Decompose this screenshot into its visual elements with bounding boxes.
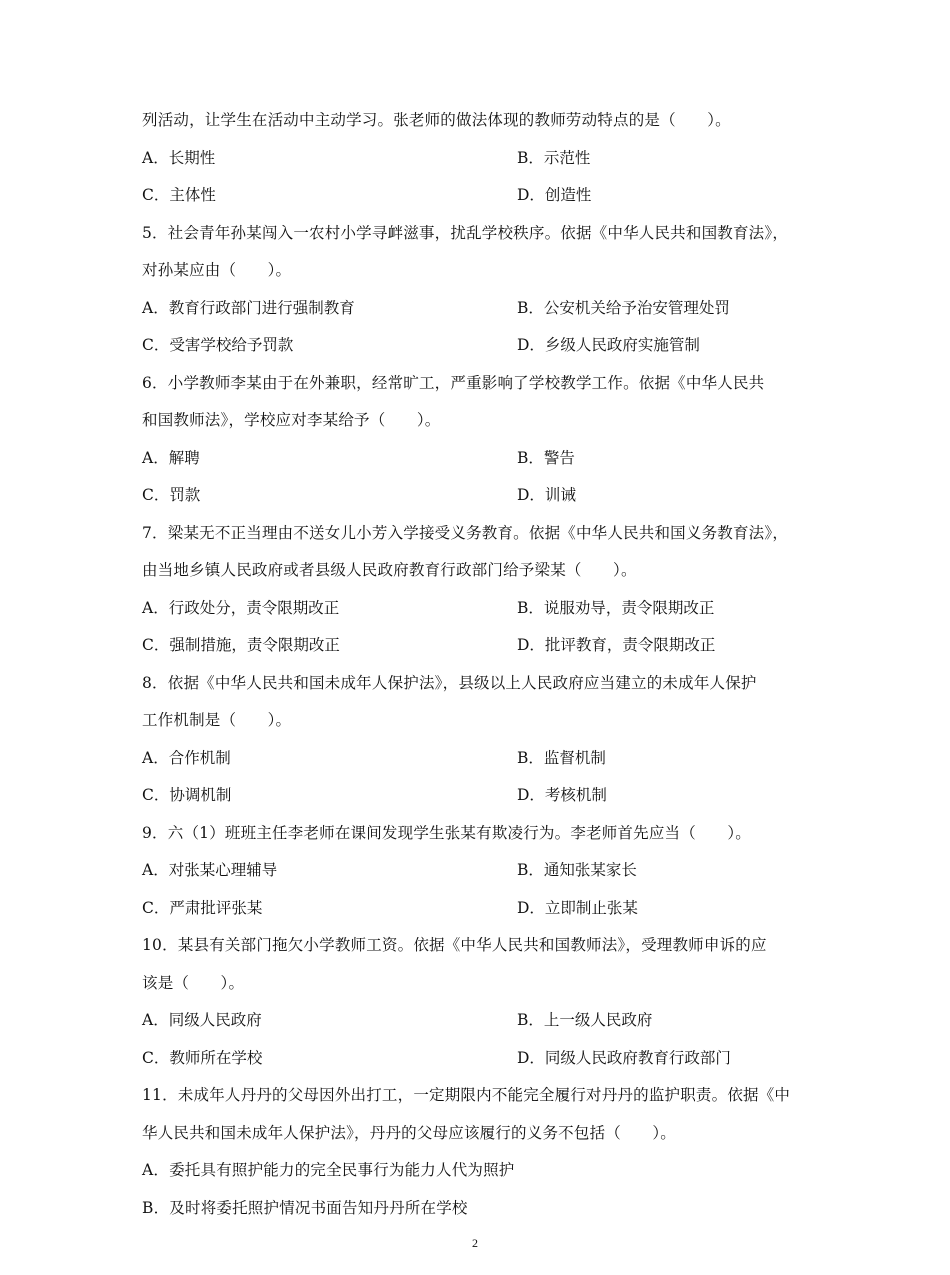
option-b: B．上一级人民政府 (517, 1011, 653, 1029)
question-7-stem: 由当地乡镇人民政府或者县级人民政府教育行政部门给予梁某（ ）。 (142, 561, 637, 579)
option-a: A．长期性 (142, 148, 216, 167)
option-b: B．警告 (517, 448, 575, 467)
question-5-options-row-1 (142, 290, 810, 328)
question-11-stem: 11．未成年人丹丹的父母因外出打工，一定期限内不能完全履行对丹丹的监护职责。依据《中 (142, 1086, 791, 1104)
option-a: A．对张某心理辅导 (142, 861, 278, 879)
question-6-options-row-2 (142, 477, 810, 515)
option-b: B．说服劝导，责令限期改正 (517, 598, 715, 617)
question-8-stem: 8．依据《中华人民共和国未成年人保护法》，县级以上人民政府应当建立的未成年人保护 (142, 673, 757, 692)
option-d: D．批评教育，责令限期改正 (517, 636, 716, 654)
option-a: A．教育行政部门进行强制教育 (142, 298, 355, 317)
question-5-stem: 对孙某应由（ ）。 (142, 261, 292, 279)
option-d: D．同级人民政府教育行政部门 (517, 1048, 731, 1067)
option-d: D．创造性 (517, 186, 592, 204)
question-9-options-row-1 (142, 852, 810, 890)
question-7-options-row-1 (142, 590, 810, 628)
page-number: 2 (472, 1236, 478, 1250)
question-4-options-row-1 (142, 140, 810, 178)
question-8-options-row-2 (142, 777, 810, 815)
option-d: D．立即制止张某 (517, 898, 638, 917)
option-c: C．教师所在学校 (142, 1048, 263, 1067)
option-a: A．同级人民政府 (142, 1011, 262, 1029)
option-d: D．乡级人民政府实施管制 (517, 336, 700, 354)
question-9-stem: 9．六（1）班班主任李老师在课间发现学生张某有欺凌行为。李老师首先应当（ ）。 (142, 823, 751, 842)
option-b: B．及时将委托照护情况书面告知丹丹所在学校 (142, 1198, 468, 1217)
question-5-options-row-2 (142, 327, 810, 365)
question-10-options-row-2 (142, 1040, 810, 1078)
question-9-options-row-2 (142, 890, 810, 928)
option-a: A．合作机制 (142, 748, 231, 767)
question-11-stem: 华人民共和国未成年人保护法》，丹丹的父母应该履行的义务不包括（ ）。 (142, 1123, 677, 1142)
option-c: C．罚款 (142, 486, 201, 504)
question-4-options-row-2 (142, 177, 810, 215)
question-5-stem: 5．社会青年孙某闯入一农村小学寻衅滋事，扰乱学校秩序。依据《中华人民共和国教育法》， (142, 223, 789, 242)
option-c: C．强制措施，责令限期改正 (142, 636, 340, 654)
question-7-stem: 7．梁某无不正当理由不送女儿小芳入学接受义务教育。依据《中华人民共和国义务教育法》， (142, 523, 789, 542)
question-4-stem-end: 列活动，让学生在活动中主动学习。张老师的做法体现的教师劳动特点的是（ ）。 (142, 111, 731, 129)
option-c: C．受害学校给予罚款 (142, 336, 294, 354)
option-d: D．训诫 (517, 486, 576, 504)
question-8-stem: 工作机制是（ ）。 (142, 711, 292, 729)
question-10-options-row-1 (142, 1002, 810, 1040)
option-c: C．严肃批评张某 (142, 898, 263, 917)
option-a: A．解聘 (142, 448, 200, 467)
question-7-options-row-2 (142, 627, 810, 665)
option-c: C．主体性 (142, 186, 216, 204)
question-6-stem: 6．小学教师李某由于在外兼职，经常旷工，严重影响了学校教学工作。依据《中华人民共 (142, 373, 765, 392)
option-a: A．行政处分，责令限期改正 (142, 598, 340, 617)
question-content (142, 102, 810, 1227)
option-d: D．考核机制 (517, 786, 607, 804)
option-b: B．示范性 (517, 148, 591, 167)
option-b: B．公安机关给予治安管理处罚 (517, 298, 730, 317)
option-a: A．委托具有照护能力的完全民事行为能力人代为照护 (142, 1161, 515, 1179)
question-6-options-row-1 (142, 440, 810, 478)
question-6-stem: 和国教师法》，学校应对李某给予（ ）。 (142, 411, 441, 429)
option-b: B．监督机制 (517, 748, 606, 767)
option-c: C．协调机制 (142, 786, 232, 804)
question-10-stem: 10．某县有关部门拖欠小学教师工资。依据《中华人民共和国教师法》，受理教师申诉的应 (142, 936, 767, 954)
option-b: B．通知张某家长 (517, 861, 637, 879)
question-10-stem: 该是（ ）。 (142, 973, 245, 992)
question-8-options-row-1 (142, 740, 810, 778)
